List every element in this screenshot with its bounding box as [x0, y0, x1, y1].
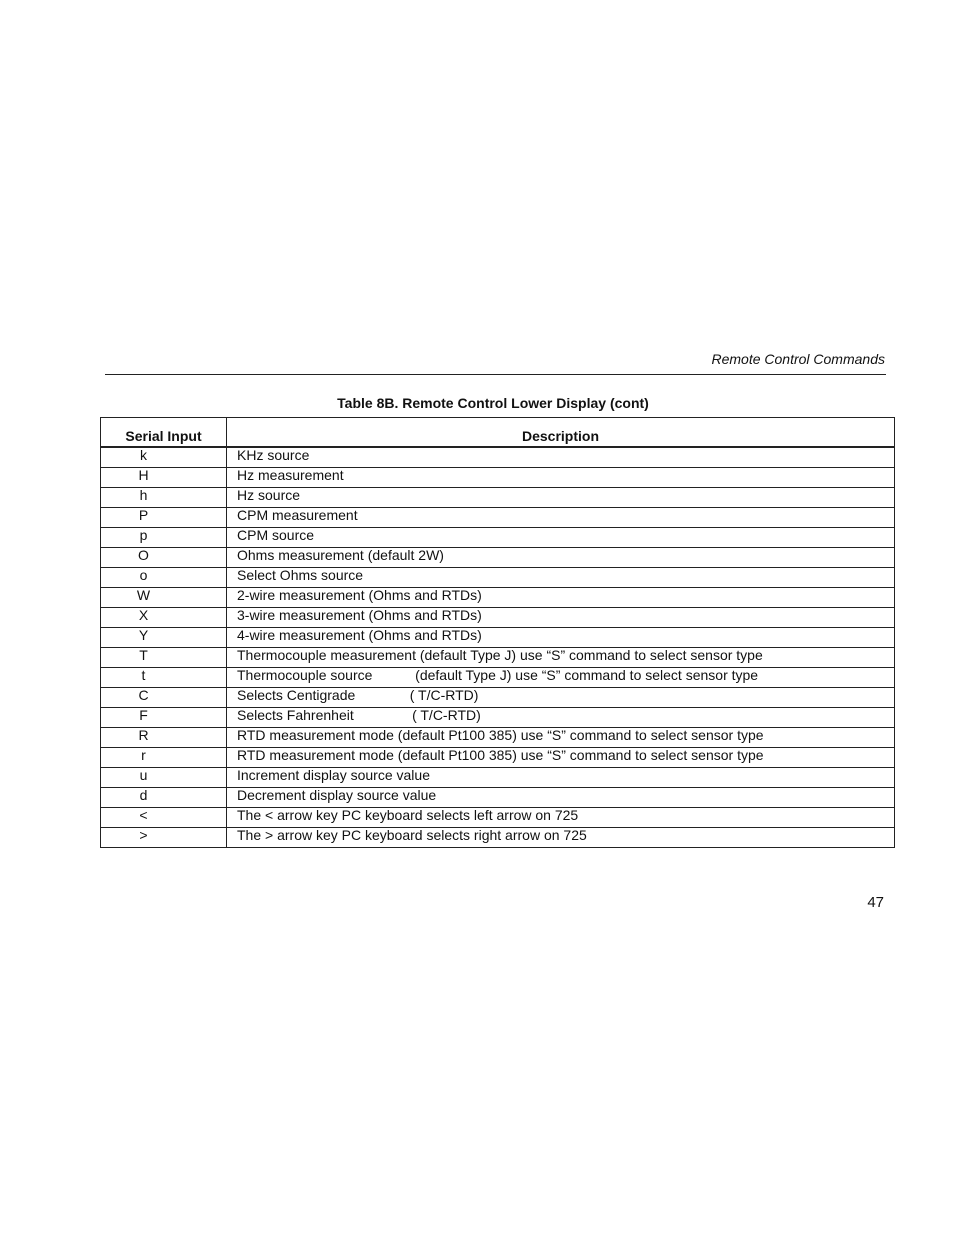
description-cell: 3-wire measurement (Ohms and RTDs)	[227, 608, 895, 628]
serial-input-cell: t	[101, 668, 227, 688]
serial-input-cell: d	[101, 788, 227, 808]
table-row	[101, 728, 895, 748]
serial-input-cell: u	[101, 768, 227, 788]
table-row	[101, 688, 895, 708]
description-cell: The < arrow key PC keyboard selects left arrow on 725	[227, 808, 895, 828]
serial-input-cell: W	[101, 588, 227, 608]
serial-input-cell: P	[101, 508, 227, 528]
description-cell: RTD measurement mode (default Pt100 385) use “S” command to select sensor type	[227, 748, 895, 768]
description-cell: Hz measurement	[227, 468, 895, 488]
table-body	[101, 447, 895, 848]
table-row	[101, 668, 895, 688]
description-cell: Thermocouple source (default Type J) use “S” command to select sensor type	[227, 668, 895, 688]
description-cell: The > arrow key PC keyboard selects right arrow on 725	[227, 828, 895, 848]
serial-input-cell: k	[101, 447, 227, 468]
table-row	[101, 608, 895, 628]
description-cell: Hz source	[227, 488, 895, 508]
table-row	[101, 548, 895, 568]
description-cell: Thermocouple measurement (default Type J) use “S” command to select sensor type	[227, 648, 895, 668]
table-header-row	[101, 418, 895, 448]
running-header: Remote Control Commands	[711, 351, 885, 367]
table-caption: Table 8B. Remote Control Lower Display (cont)	[337, 395, 649, 411]
page-number: 47	[867, 894, 884, 911]
description-cell: RTD measurement mode (default Pt100 385) use “S” command to select sensor type	[227, 728, 895, 748]
description-cell: 4-wire measurement (Ohms and RTDs)	[227, 628, 895, 648]
serial-input-cell: Y	[101, 628, 227, 648]
table-row	[101, 568, 895, 588]
serial-input-cell: H	[101, 468, 227, 488]
description-cell: Ohms measurement (default 2W)	[227, 548, 895, 568]
serial-input-cell: R	[101, 728, 227, 748]
description-cell: Selects Fahrenheit ( T/C-RTD)	[227, 708, 895, 728]
description-cell: Selects Centigrade ( T/C-RTD)	[227, 688, 895, 708]
serial-input-cell: C	[101, 688, 227, 708]
header-rule	[105, 374, 886, 375]
serial-input-cell: O	[101, 548, 227, 568]
table-row	[101, 808, 895, 828]
description-cell: KHz source	[227, 447, 895, 468]
serial-input-cell: o	[101, 568, 227, 588]
serial-input-cell: <	[101, 808, 227, 828]
table-row	[101, 648, 895, 668]
description-cell: Increment display source value	[227, 768, 895, 788]
column-header-description: Description	[227, 418, 895, 448]
table-row	[101, 788, 895, 808]
serial-input-cell: F	[101, 708, 227, 728]
table-row	[101, 508, 895, 528]
serial-input-cell: h	[101, 488, 227, 508]
table-row	[101, 528, 895, 548]
table-row	[101, 748, 895, 768]
column-header-serial-input: Serial Input	[101, 418, 227, 448]
table-row	[101, 768, 895, 788]
table-row	[101, 488, 895, 508]
description-cell: CPM source	[227, 528, 895, 548]
table-row	[101, 628, 895, 648]
table-row	[101, 447, 895, 468]
serial-input-cell: >	[101, 828, 227, 848]
description-cell: 2-wire measurement (Ohms and RTDs)	[227, 588, 895, 608]
remote-control-table	[100, 417, 895, 848]
serial-input-cell: p	[101, 528, 227, 548]
description-cell: Select Ohms source	[227, 568, 895, 588]
table-row	[101, 468, 895, 488]
serial-input-cell: X	[101, 608, 227, 628]
table-row	[101, 588, 895, 608]
table-row	[101, 708, 895, 728]
serial-input-cell: T	[101, 648, 227, 668]
table-row	[101, 828, 895, 848]
description-cell: Decrement display source value	[227, 788, 895, 808]
description-cell: CPM measurement	[227, 508, 895, 528]
serial-input-cell: r	[101, 748, 227, 768]
